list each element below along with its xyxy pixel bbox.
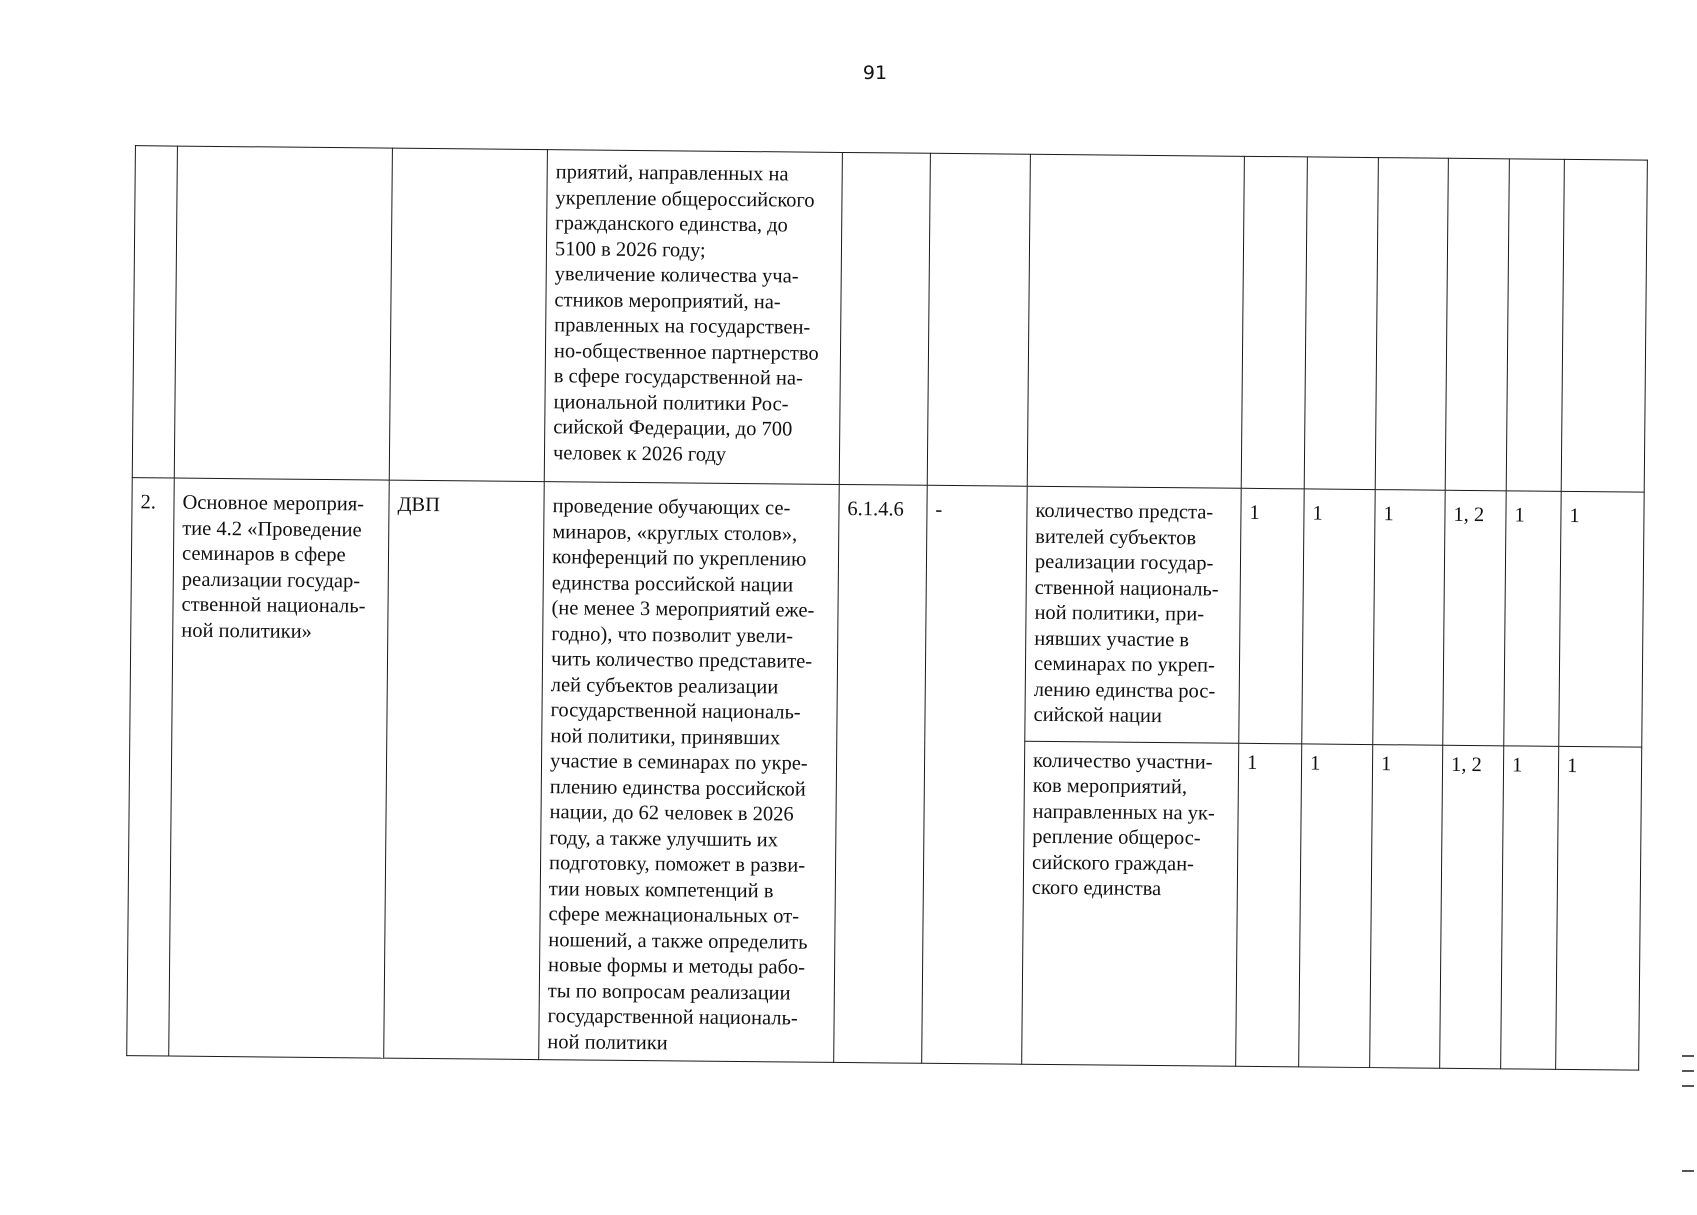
indicator-value-cell: 1 [1370, 744, 1443, 1068]
continuation-value-cell [1241, 156, 1307, 489]
continuation-indicator-cell [1027, 154, 1244, 488]
code-cell: 6.1.4.6 [834, 484, 928, 1063]
indicator-name-cell: количество предста- вителей субъектов реализации государ- ственной националь- ной политики, при- нявших участие в семинарах по укреп- лению единства рос- сийской нации [1025, 486, 1241, 743]
continuation-code-cell [839, 152, 930, 485]
continuation-value-cell [1506, 159, 1564, 492]
indicator-value-cell: 1 [1504, 491, 1561, 746]
indicator-value-cell: 1 [1501, 745, 1559, 1069]
event-name-cell: Основное мероприя- тие 4.2 «Проведение семинаров в сфере реализации государ- ственной националь- ной политики» [169, 478, 390, 1058]
indicator-value-cell: 1 [1239, 488, 1304, 743]
continuation-value-cell [1445, 158, 1509, 491]
indicator-value-cell: 1, 2 [1443, 490, 1506, 745]
continuation-value-cell [1375, 158, 1448, 491]
indicator-value-cell: 1 [1559, 491, 1644, 746]
scan-artifact [1682, 1170, 1694, 1172]
executor-cell: ДВП [384, 480, 545, 1059]
continuation-description-cell: приятий, направленных на укрепление общероссийского гражданского единства, до 5100 в 2026 году; увеличение количества уча- стников мероприятий, на- правленных на государствен- но-общественное партнерство в сфере государственной на- циональной политики Рос- сийской Федерации, до 700 человек к 2026 году [544, 150, 842, 485]
activities-table [126, 145, 1648, 1070]
scan-artifact [1682, 1055, 1694, 1057]
link-cell: - [922, 485, 1028, 1064]
page-number: 91 [862, 62, 888, 84]
indicator-value-cell: 1 [1302, 489, 1375, 744]
continuation-link-cell [927, 153, 1030, 486]
indicator-value-cell: 1 [1556, 746, 1642, 1070]
indicator-value-cell: 1 [1373, 490, 1445, 745]
event-description-cell: проведение обучающих се- минаров, «круглых столов», конференций по укреплению единства российской нации (не менее 3 мероприятий еже- годно), что позволит увели- чить количество представите- лей субъектов реализации государственной националь- ной политики, принявших участие в семинарах по укре- плению единства российской нации, до 62 человек в 2026 году, а также улучшить их подготовку, поможет в разви- тии новых компетенций в сфере межнациональных от- ношений, а также определить новые формы и методы рабо- ты по вопросам реализации государственной националь- ной политики [539, 482, 840, 1063]
continuation-value-cell [1561, 159, 1647, 492]
scan-artifact [1682, 1085, 1694, 1087]
indicator-value-cell: 1 [1236, 743, 1302, 1067]
indicator-value-cell: 1 [1299, 744, 1373, 1068]
row-number-cell: 2. [127, 478, 175, 1056]
continuation-executor-cell [389, 148, 547, 481]
continuation-number-cell [132, 146, 177, 478]
scan-artifact [1682, 1070, 1694, 1072]
indicator-name-cell: количество участни- ков мероприятий, направленных на ук- репление общерос- сийского граждан- ского единства [1022, 741, 1239, 1066]
activity-row [130, 478, 1644, 747]
continuation-value-cell [1304, 157, 1378, 490]
indicator-value-cell: 1, 2 [1440, 745, 1504, 1069]
continuation-event-cell [174, 146, 392, 480]
continuation-row [132, 146, 1647, 492]
